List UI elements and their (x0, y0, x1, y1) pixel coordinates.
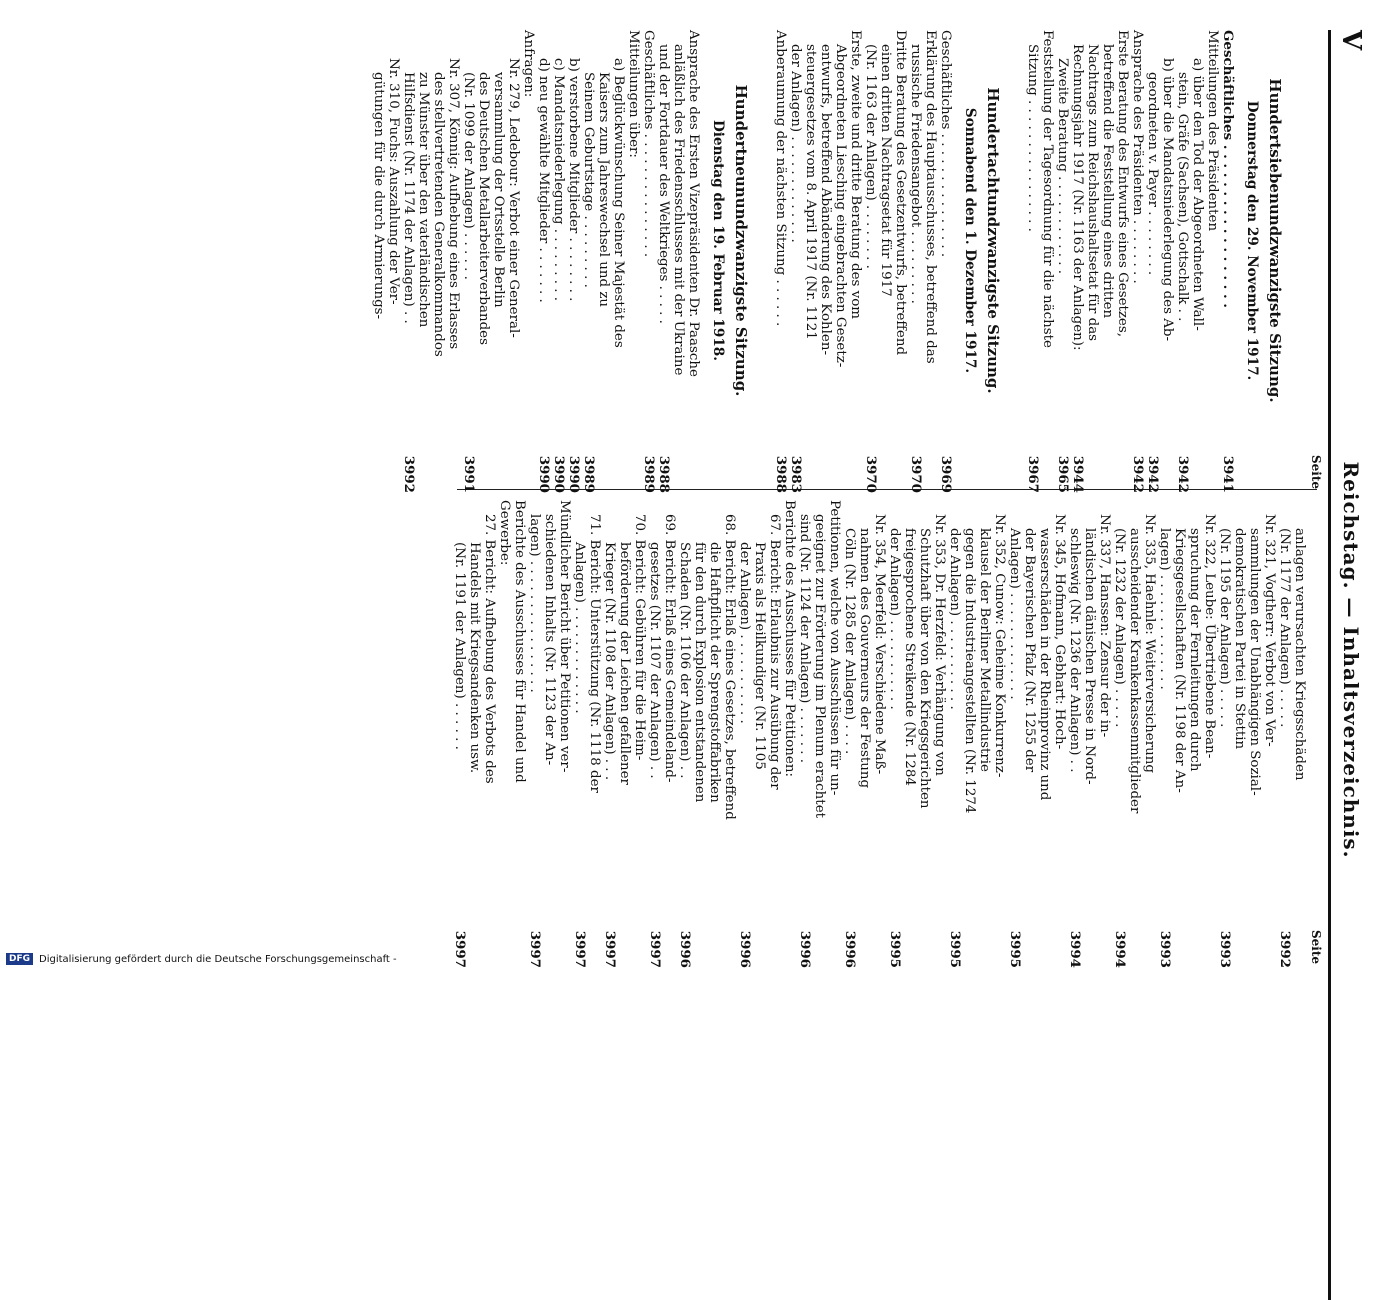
entry-text: Anlagen) . . . . . . . . . . . . . (1007, 528, 1022, 700)
toc-entry (452, 500, 467, 970)
section-date (1243, 30, 1261, 495)
entry-text: geordneten v. Payer . . . . . . . . (1145, 72, 1160, 276)
entry-text: Hundertsiebenundzwanzigste Sitzung. (1266, 78, 1284, 403)
page-number: 3942 (1145, 455, 1161, 493)
entry-text: nahmen des Gouverneurs der Festung (857, 528, 872, 789)
page-number: 3942 (1175, 455, 1191, 493)
right-entry-list (452, 500, 1307, 970)
page-number: 3995 (887, 930, 903, 968)
entry-text: Nr. 337, Hanssen: Zensur der in- (1097, 514, 1112, 738)
toc-entry (611, 30, 626, 495)
toc-entry (1037, 500, 1052, 970)
entry-text: a) Beglückwünschung Seiner Majestät des (611, 58, 626, 348)
page-number: 3993 (1217, 930, 1233, 968)
page-number: 3996 (797, 930, 813, 968)
entry-text: Kaisers zum Jahreswechsel und zu (596, 72, 611, 308)
toc-entry (857, 500, 872, 970)
toc-entry (1232, 500, 1247, 970)
entry-text: gegen die Industrieangestellten (Nr. 1274 (962, 528, 977, 814)
toc-entry (1202, 500, 1217, 970)
page-number: 3942 (1130, 455, 1146, 493)
toc-entry (1187, 500, 1202, 970)
toc-entry (497, 500, 512, 970)
section-date (961, 30, 979, 495)
entry-text: 71. Bericht: Unterstützung (Nr. 1118 der (587, 514, 602, 793)
entry-text: Schutzhaft über von den Kriegsgerichten (917, 528, 932, 809)
entry-text: ländischen dänischen Presse in Nord- (1082, 528, 1097, 785)
toc-entry (908, 30, 923, 495)
page-number: 3996 (842, 930, 858, 968)
entry-text: Abgeordneten Liesching eingebrachten Gesetz- (833, 44, 848, 368)
entry-text: der Anlagen) . . . . . . . . . . . . . (788, 44, 803, 243)
toc-entry (1247, 500, 1262, 970)
toc-entry (1055, 30, 1070, 495)
page-header (1328, 30, 1371, 1300)
toc-entry (1007, 500, 1022, 970)
toc-entry (416, 30, 431, 495)
page-number: 3989 (581, 455, 597, 493)
toc-entry (893, 30, 908, 495)
toc-entry (386, 30, 401, 495)
page-number: 3944 (1070, 455, 1086, 493)
left-entry-list (371, 30, 1285, 495)
toc-entry (812, 500, 827, 970)
entry-text: gesetzes (Nr. 1107 der Anlagen) . . (647, 542, 662, 779)
entry-text: beförderung der Leichen gefallener (617, 542, 632, 785)
entry-text: Nr. 345, Hofmann, Gebhart: Hoch- (1052, 514, 1067, 750)
toc-entry (1205, 30, 1220, 495)
entry-text: Krieger (Nr. 1108 der Anlagen) . . . (602, 542, 617, 781)
toc-entry (587, 500, 602, 970)
toc-entry (536, 30, 551, 495)
entry-text: Nr. 353, Dr. Herzfeld: Verhängung von (932, 514, 947, 776)
entry-text: zu Münster über den vaterländischen (416, 72, 431, 328)
toc-entry (1070, 30, 1085, 495)
entry-text: Mündlicher Bericht über Petitionen ver- (557, 500, 572, 773)
entry-text: Nr. 279, Ledebour: Verbot einer General- (506, 58, 521, 338)
entry-text: Hundertneunundzwanzigste Sitzung. (732, 84, 750, 397)
section-heading (1265, 30, 1285, 495)
toc-entry (1160, 30, 1175, 495)
right-column (452, 500, 1323, 970)
toc-entry (521, 30, 536, 495)
toc-entry (1190, 30, 1205, 495)
entry-text: Petitionen, welche von Ausschüssen für un- (827, 500, 842, 796)
toc-entry (827, 500, 842, 970)
toc-entry (818, 30, 833, 495)
page-number: 3990 (551, 455, 567, 493)
entry-text: für den durch Explosion entstandenen (692, 542, 707, 803)
entry-text: Donnerstag den 29. November 1917. (1244, 100, 1260, 381)
toc-entry (782, 500, 797, 970)
entry-text: ausscheidender Krankenkassenmitglieder (1127, 528, 1142, 814)
entry-text: des Deutschen Metallarbeiterverbandes (476, 72, 491, 345)
toc-entry (1040, 30, 1055, 495)
toc-entry (656, 30, 671, 495)
toc-entry (482, 500, 497, 970)
entry-text: Mitteilungen über: (626, 30, 641, 158)
entry-text: (Nr. 1232 der Anlagen) . . . . . (1112, 528, 1127, 728)
entry-text: Geschäftliches . . . . . . . . . . . . . . . . . . (1220, 30, 1236, 308)
entry-text: Handels mit Kriegsandenken usw. (467, 542, 482, 774)
page-number: 3996 (677, 930, 693, 968)
entry-text: 69. Bericht: Erlaß eines Gemeindeland- (662, 514, 677, 783)
entry-text: Nr. 321, Vogtherr: Verbot von Ver- (1262, 514, 1277, 747)
entry-text: anlagen verursachten Kriegsschäden (1292, 528, 1307, 781)
entry-text: sind (Nr. 1124 der Anlagen) . . . . . . . (797, 514, 812, 763)
toc-entry (722, 500, 737, 970)
page-number: 3995 (1007, 930, 1023, 968)
entry-text: lagen) . . . . . . . . . . . . . . (1157, 528, 1172, 690)
entry-text: Nr. 307, Könnig: Aufhebung eines Erlasses (446, 58, 461, 350)
entry-text: Gewerbe: (497, 500, 512, 566)
entry-text: lagen) . . . . . . . . . . . . . . . . (527, 514, 542, 693)
page-number: 3983 (788, 455, 804, 493)
entry-text: geeignet zur Erörterung im Plenum erachtet (812, 514, 827, 818)
toc-entry (542, 500, 557, 970)
entry-text: Hilfsdienst (Nr. 1174 der Anlagen) . . (401, 72, 416, 324)
page-number: 3989 (641, 455, 657, 493)
toc-entry (833, 30, 848, 495)
page-number: 3995 (947, 930, 963, 968)
toc-entry (461, 30, 476, 495)
toc-entry (566, 30, 581, 495)
entry-text: 70. Bericht: Gebühren für die Heim- (632, 514, 647, 761)
section-date (709, 30, 727, 495)
toc-entry (878, 30, 893, 495)
page-number: 3997 (602, 930, 618, 968)
entry-text: Geschäftliches . . . . . . . . . . . . . . . (938, 30, 953, 258)
entry-text: der Bayerischen Pfalz (Nr. 1255 der (1022, 528, 1037, 773)
page-number: 3967 (1025, 455, 1041, 493)
seite-label-right: Seite (1309, 929, 1323, 964)
entry-text: (Nr. 1195 der Anlagen) . . . . . (1217, 528, 1232, 728)
page-number: 3969 (938, 455, 954, 493)
toc-entry (1115, 30, 1130, 495)
toc-entry (1130, 30, 1145, 495)
toc-entry (677, 500, 692, 970)
entry-text: Dienstag den 19. Februar 1918. (710, 120, 726, 361)
entry-text: Sonnabend den 1. Dezember 1917. (962, 107, 978, 374)
toc-entry (842, 500, 857, 970)
entry-text: stein, Gräfe (Sachsen), Gottschalk . . (1175, 72, 1190, 322)
toc-entry (581, 30, 596, 495)
entry-text: (Nr. 1163 der Anlagen) . . . . . . . . (863, 44, 878, 269)
toc-entry (1100, 30, 1115, 495)
entry-text: Nr. 310, Fuchs: Auszahlung der Ver- (386, 58, 401, 305)
entry-text: wasserschäden in der Rheinprovinz und (1037, 528, 1052, 801)
entry-text: d) neu gewählte Mitglieder . . . . . . . (536, 58, 551, 303)
toc-entry (938, 30, 953, 495)
entry-text: Nr. 322, Leube: Übertriebene Bean- (1202, 514, 1217, 759)
entry-text: sammlungen der Unabhängigen Sozial- (1247, 528, 1262, 796)
entry-text: Nr. 354, Meerfeld: Verschiedene Maß- (872, 514, 887, 775)
page-number: 3990 (536, 455, 552, 493)
page-title: Reichstag. — Inhaltsverzeichnis. (1339, 461, 1363, 859)
toc-entry (491, 30, 506, 495)
toc-entry (371, 30, 386, 495)
entry-text: die Haftpflicht der Sprengstoffabriken (707, 542, 722, 803)
toc-entry (632, 500, 647, 970)
seite-label-left: Seite (1309, 454, 1323, 489)
toc-entry (932, 500, 947, 970)
entry-text: Erklärung des Hauptausschusses, betreffend das (923, 30, 938, 364)
page-number: 3941 (1220, 455, 1236, 493)
entry-text: (Nr. 1099 der Anlagen) . . . . . . (461, 72, 476, 280)
toc-entry (506, 30, 521, 495)
entry-text: (Nr. 1191 der Anlagen) . . . . . . (452, 542, 467, 750)
entry-text: Anlagen) . . . . . . . . . . . . . (572, 542, 587, 714)
entry-text: schiedenen Inhalts (Nr. 1123 der An- (542, 514, 557, 766)
page-number: 3965 (1055, 455, 1071, 493)
entry-text: steuergesetzes vom 8. April 1917 (Nr. 1121 (803, 44, 818, 340)
toc-entry (788, 30, 803, 495)
toc-entry (476, 30, 491, 495)
toc-entry (1097, 500, 1112, 970)
entry-text: Feststellung der Tagesordnung für die nächste (1040, 30, 1055, 348)
toc-entry (557, 500, 572, 970)
toc-entry (887, 500, 902, 970)
toc-entry (707, 500, 722, 970)
entry-text: 68. Bericht: Erlaß eines Gesetzes, betreffend (722, 514, 737, 820)
toc-entry (1082, 500, 1097, 970)
page-number: 3970 (863, 455, 879, 493)
entry-text: spruchung der Fernleitungen durch (1187, 528, 1202, 772)
entry-text: Anfragen: (521, 30, 536, 98)
entry-text: russische Friedensangebot . . . . . . . . . (908, 44, 923, 304)
entry-text: und der Fortdauer des Weltkrieges . . . . . (656, 44, 671, 324)
entry-text: Ansprache des Ersten Vizepräsidenten Dr. Paasche (686, 30, 701, 377)
entry-text: Anberaumung der nächsten Sitzung . . . . . . (773, 30, 788, 327)
toc-entry (917, 500, 932, 970)
entry-text: Geschäftliches . . . . . . . . . . . . . . . (641, 30, 656, 258)
toc-entry (992, 500, 1007, 970)
toc-entry (872, 500, 887, 970)
toc-entry (572, 500, 587, 970)
toc-entry (767, 500, 782, 970)
toc-entry (1220, 30, 1235, 495)
toc-entry (1142, 500, 1157, 970)
page-roman-numeral: V (1336, 30, 1366, 51)
entry-text: Rechnungsjahr 1917 (Nr. 1163 der Anlagen): (1070, 44, 1085, 351)
toc-entry (737, 500, 752, 970)
toc-entry (1022, 500, 1037, 970)
page-number: 3990 (566, 455, 582, 493)
entry-text: Berichte des Ausschusses für Petitionen: (782, 500, 797, 777)
entry-text: Cöln (Nr. 1285 der Anlagen) . . . . (842, 528, 857, 755)
toc-entry (626, 30, 641, 495)
entry-text: Hundertachtundzwanzigste Sitzung. (984, 87, 1002, 394)
page-number: 3997 (647, 930, 663, 968)
entry-text: Seinem Geburtstage . . . . . . . . . (581, 72, 596, 288)
page-number: 3997 (572, 930, 588, 968)
toc-entry (602, 500, 617, 970)
toc-entry (1112, 500, 1127, 970)
toc-entry (446, 30, 461, 495)
toc-entry (902, 500, 917, 970)
entry-text: b) verstorbene Mitglieder . . . . . . . . (566, 58, 581, 302)
toc-entry (512, 500, 527, 970)
toc-entry (647, 500, 662, 970)
entry-text: gütungen für die durch Armierungs- (371, 72, 386, 320)
entry-text: des stellvertretenden Generalkommandos (431, 72, 446, 357)
page-number: 3988 (773, 455, 789, 493)
toc-entry (1175, 30, 1190, 495)
entry-text: Kriegsgesellschaften (Nr. 1198 der An- (1172, 528, 1187, 793)
entry-text: (Nr. 1177 der Anlagen) . . . . . (1277, 528, 1292, 728)
entry-text: versammlung der Ortsstelle Berlin (491, 72, 506, 308)
entry-text: Erste, zweite und dritte Beratung des vom (848, 30, 863, 319)
footer-text: Digitalisierung gefördert durch die Deutsche Forschungsgemeinschaft - (39, 953, 397, 965)
toc-entry (431, 30, 446, 495)
toc-entry (977, 500, 992, 970)
toc-entry (1127, 500, 1142, 970)
toc-entry (803, 30, 818, 495)
toc-entry (1217, 500, 1232, 970)
entry-text: klausel der Berliner Metallindustrie (977, 528, 992, 772)
entry-text: Mitteilungen des Präsidenten (1205, 30, 1220, 232)
toc-entry (401, 30, 416, 495)
page-number: 3992 (1277, 930, 1293, 968)
toc-entry (947, 500, 962, 970)
entry-text: freigesprochene Streikende (Nr. 1284 (902, 528, 917, 786)
page-number: 3992 (401, 455, 417, 493)
toc-entry (923, 30, 938, 495)
entry-text: 27. Bericht: Aufhebung des Verbots des (482, 514, 497, 784)
page-number: 3993 (1157, 930, 1173, 968)
entry-text: a) über den Tod der Abgeordneten Wall- (1190, 58, 1205, 331)
entry-text: Dritte Beratung des Gesetzentwurfs, betreffend (893, 30, 908, 356)
entry-text: Ansprache des Präsidenten . . . . . . . . (1130, 30, 1145, 284)
toc-entry (551, 30, 566, 495)
toc-entry (1172, 500, 1187, 970)
entry-text: Praxis als Heilkundiger (Nr. 1105 (752, 542, 767, 770)
toc-entry (1085, 30, 1100, 495)
footer (0, 948, 1383, 970)
toc-entry (1067, 500, 1082, 970)
entry-text: Berichte des Ausschusses für Handel und (512, 500, 527, 783)
dfg-logo: DFG (6, 953, 33, 965)
toc-entry (773, 30, 788, 495)
entry-text: Schaden (Nr. 1106 der Anlagen) . . (677, 542, 692, 779)
toc-entry (848, 30, 863, 495)
entry-text: entwurfs, betreffend Abänderung des Kohlen- (818, 44, 833, 355)
toc-entry (596, 30, 611, 495)
toc-entry (617, 500, 632, 970)
entry-text: Zweite Beratung . . . . . . . . . . . . (1055, 58, 1070, 275)
entry-text: Sitzung . . . . . . . . . . . . . . . . (1025, 44, 1040, 232)
entry-text: betreffend die Feststellung eines dritten (1100, 44, 1115, 319)
toc-entry (1052, 500, 1067, 970)
toc-entry (662, 500, 677, 970)
entry-text: Nachtrags zum Reichshaushaltsetat für das (1085, 44, 1100, 342)
entry-text: Nr. 352, Cunow: Geheime Konkurrenz- (992, 514, 1007, 778)
section-heading (983, 30, 1003, 495)
entry-text: der Anlagen) . . . . . . . . . . . (887, 528, 902, 710)
entry-text: demokratischen Partei in Stettin (1232, 528, 1247, 750)
entry-text: der Anlagen) . . . . . . . . . . . (947, 528, 962, 710)
toc-entry (752, 500, 767, 970)
toc-entry (641, 30, 656, 495)
toc-entry (1157, 500, 1172, 970)
toc-entry (1262, 500, 1277, 970)
entry-text: 67. Bericht: Erlaubnis zur Ausübung der (767, 514, 782, 790)
page-number: 3997 (527, 930, 543, 968)
page-number: 3991 (461, 455, 477, 493)
entry-text: einen dritten Nachtragsetat für 1917 (878, 44, 893, 297)
toc-entry (686, 30, 701, 495)
toc-entry (962, 500, 977, 970)
toc-entry (1025, 30, 1040, 495)
toc-entry (692, 500, 707, 970)
toc-entry (863, 30, 878, 495)
entry-text: b) über die Mandatsniederlegung des Ab- (1160, 58, 1175, 341)
page-number: 3996 (737, 930, 753, 968)
toc-entry (1292, 500, 1307, 970)
page-number: 3988 (656, 455, 672, 493)
toc-entry (1145, 30, 1160, 495)
entry-text: Nr. 335, Haehnle: Weiterversicherung (1142, 514, 1157, 773)
entry-text: Erste Beratung des Entwurfs eines Gesetzes, (1115, 30, 1130, 337)
page-number: 3994 (1067, 930, 1083, 968)
toc-entry (1277, 500, 1292, 970)
entry-text: anläßlich des Friedensschlusses mit der Ukraine (671, 44, 686, 376)
page-number: 3970 (908, 455, 924, 493)
section-heading (731, 30, 751, 495)
entry-text: c) Mandatsniederlegung . . . . . . . . . (551, 58, 566, 302)
toc-entry (671, 30, 686, 495)
page-number: 3997 (452, 930, 468, 968)
entry-text: schleswig (Nr. 1236 der Anlagen) . . (1067, 528, 1082, 773)
page-number: 3994 (1112, 930, 1128, 968)
toc-entry (527, 500, 542, 970)
toc-entry (797, 500, 812, 970)
toc-entry (467, 500, 482, 970)
entry-text: der Anlagen) . . . . . . . . . . . (737, 542, 752, 724)
